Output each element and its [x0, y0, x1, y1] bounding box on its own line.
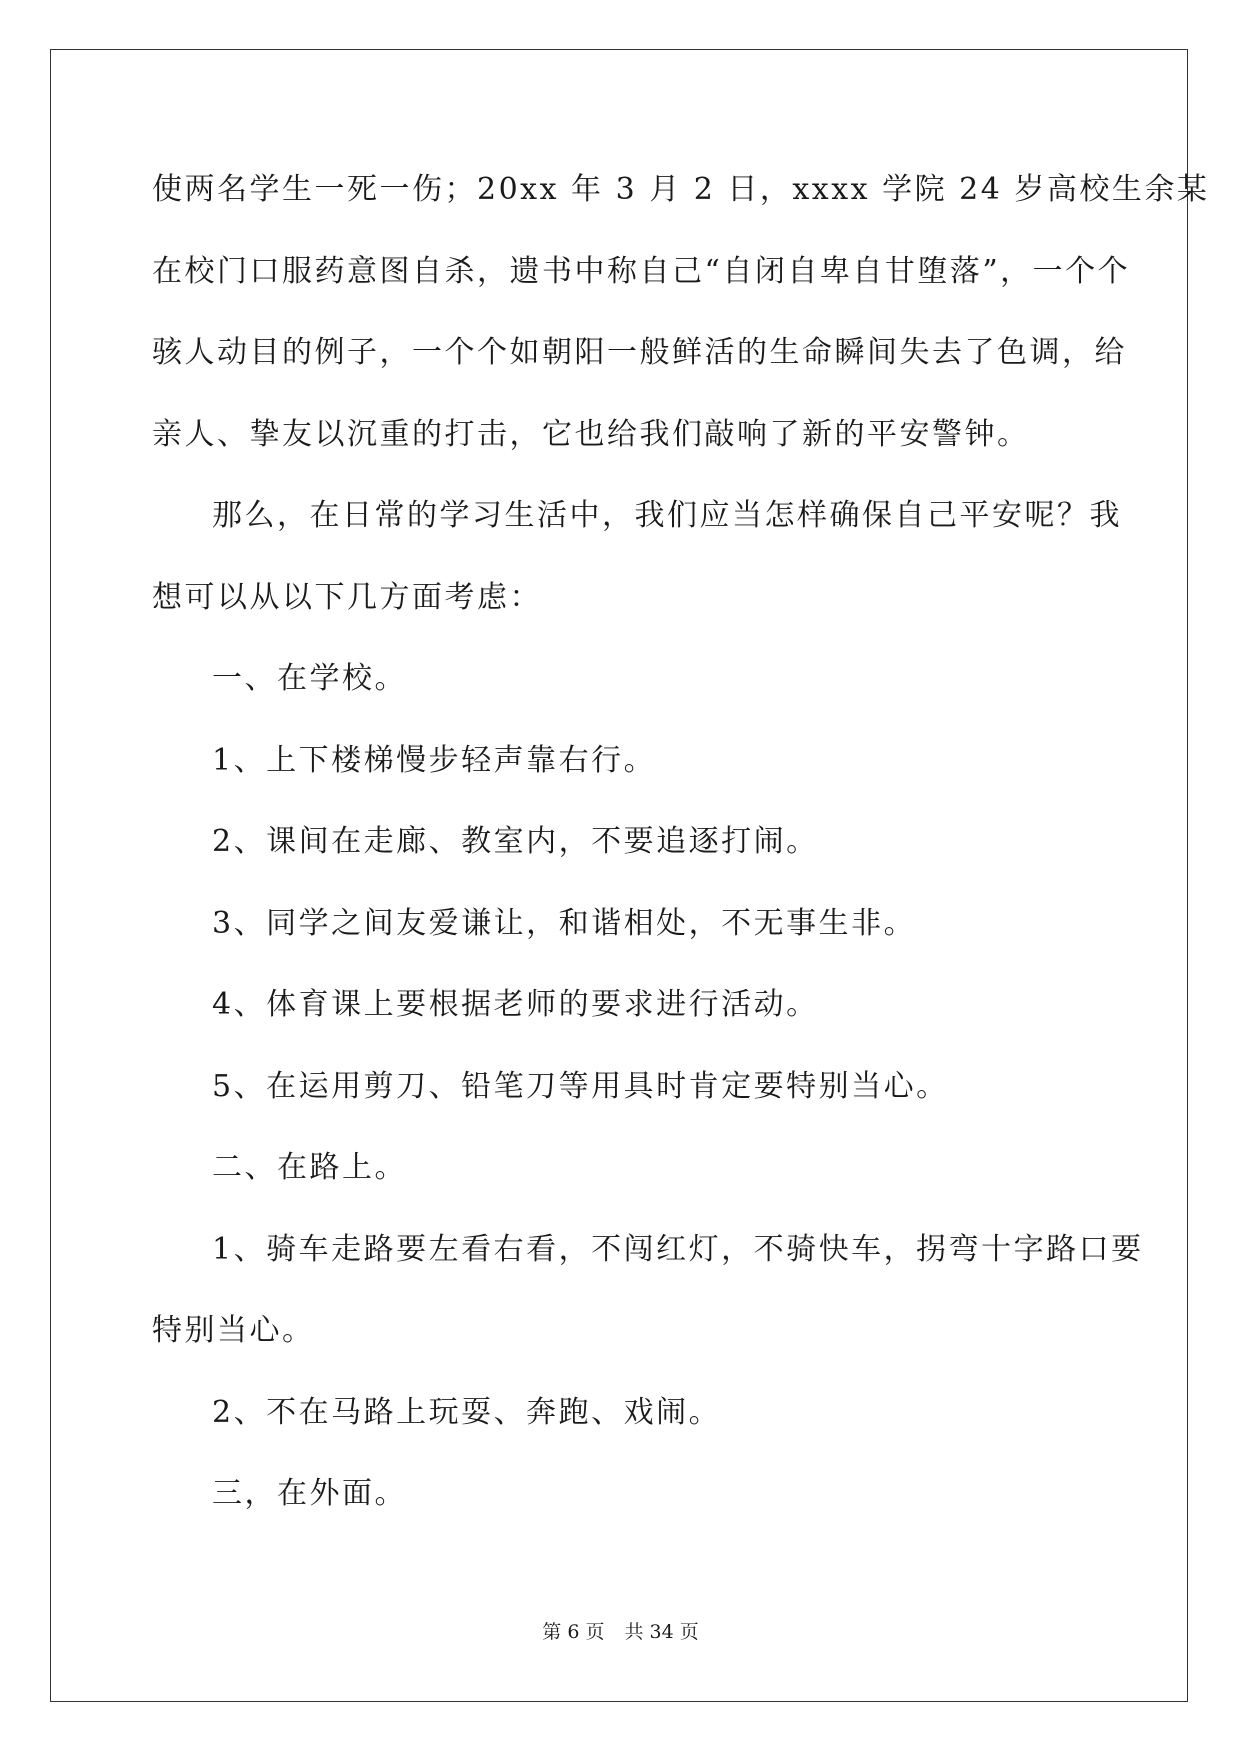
- text-line-4: 亲人、挚友以沉重的打击，它也给我们敲响了新的平安警钟。: [152, 416, 1030, 452]
- page-total: 共 34 页: [624, 1621, 699, 1643]
- list-item-school-2: 2、课间在走廊、教室内，不要追逐打闹。: [212, 824, 819, 859]
- text-line-2: 在校门口服药意图自杀，遗书中称自己“自闭自卑自甘堕落”，一个个: [152, 253, 1131, 289]
- list-item-road-1: 1、骑车走路要左看右看，不闯红灯，不骑快车，拐弯十字路口要: [212, 1231, 1144, 1267]
- list-item-school-3: 3、同学之间友爱谦让，和谐相处，不无事生非。: [212, 905, 917, 941]
- text-line-3: 骇人动目的例子，一个个如朝阳一般鲜活的生命瞬间失去了色调，给: [152, 335, 1127, 370]
- section-heading-outside: 三，在外面。: [212, 1476, 407, 1511]
- page-footer: [0, 1620, 1241, 1644]
- section-heading-school: 一、在学校。: [212, 661, 407, 696]
- page-number: 第 6 页: [542, 1621, 605, 1643]
- text-line-5: 那么，在日常的学习生活中，我们应当怎样确保自己平安呢？我: [212, 498, 1122, 533]
- list-item-school-1: 1、上下楼梯慢步轻声靠右行。: [212, 742, 657, 778]
- list-item-road-2: 2、不在马路上玩耍、奔跑、戏闹。: [212, 1394, 722, 1430]
- list-item-road-1-cont: 特别当心。: [152, 1313, 315, 1348]
- document-body: [152, 164, 1210, 1550]
- text-line-6: 想可以从以下几方面考虑：: [152, 579, 542, 615]
- list-item-school-4: 4、体育课上要根据老师的要求进行活动。: [212, 987, 819, 1022]
- text-line-1: 使两名学生一死一伤；20xx 年 3 月 2 日，xxxx 学院 24 岁高校生余某: [152, 172, 1210, 207]
- list-item-school-5: 5、在运用剪刀、铅笔刀等用具时肯定要特别当心。: [212, 1068, 949, 1104]
- section-heading-road: 二、在路上。: [212, 1150, 407, 1185]
